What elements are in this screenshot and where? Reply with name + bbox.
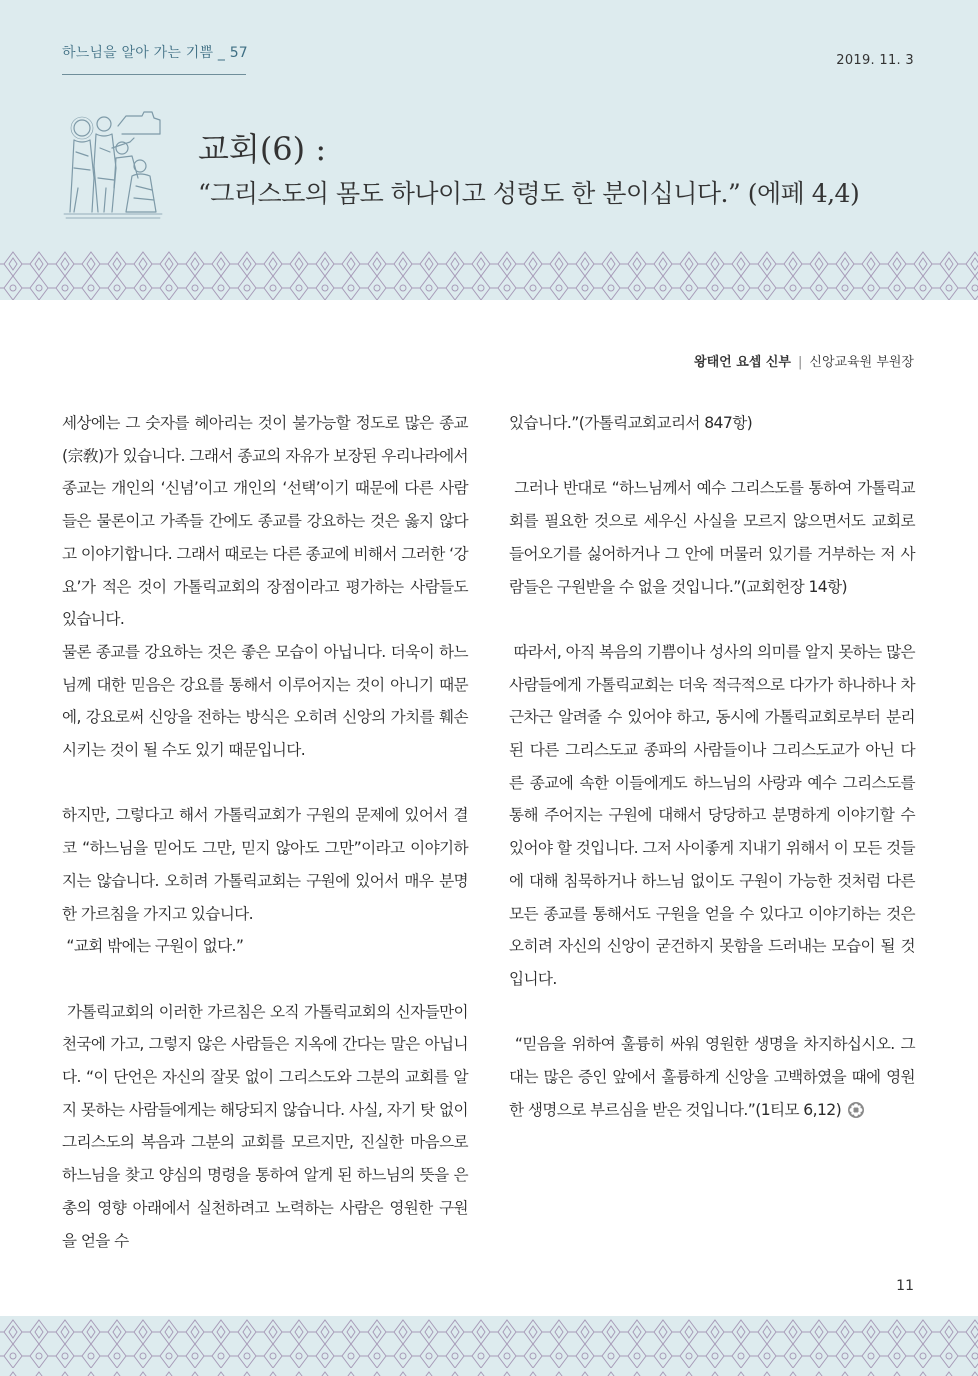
article-title: 교회(6) : — [198, 130, 327, 168]
author-name: 왕태언 요셉 신부 — [694, 355, 791, 370]
body-column-left — [62, 407, 473, 1257]
closing-text: “믿음을 위하여 훌륭히 싸워 영원한 생명을 차지하십시오. 그대는 많은 증인 앞에서 훌륭하게 신앙을 고백하였을 때에 영원한 생명으로 부르심을 받은 것입니다.”(1티모 6,12) — [509, 1035, 916, 1119]
author-role: 신앙교육원 부원장 — [809, 355, 914, 370]
quote-line: “교회 밖에는 구원이 없다.” — [62, 937, 244, 956]
byline — [694, 351, 914, 370]
paragraph: 세상에는 그 숫자를 헤아리는 것이 불가능할 정도로 많은 종교(宗敎)가 있습니다. 그래서 종교의 자유가 보장된 우리나라에서 종교는 개인의 ‘신념’이고 개인의 ‘선택’이기 때문에 다른 사람들은 물론이고 가족들 간에도 종교를 강요하는 것은 옳지 않다고 이야기합니다. 그래서 때로는 다른 종교에 비해서 그러한 ‘강요’가 적은 것이 가톨릭교회의 장점이라고 평가하는 사람들도 있습니다. — [62, 414, 468, 629]
page-number: 11 — [896, 1278, 914, 1294]
issue-date: 2019. 11. 3 — [836, 53, 914, 68]
fresco-saints-illustration — [60, 108, 166, 224]
decorative-border-top — [0, 248, 978, 300]
series-underline — [62, 74, 246, 75]
paragraph: 따라서, 아직 복음의 기쁨이나 성사의 의미를 알지 못하는 많은 사람들에게 가톨릭교회는 더욱 적극적으로 다가가 하나하나 차근차근 알려줄 수 있어야 하고, 동시에 가톨릭교회로부터 분리된 다른 그리스도교 종파의 사람들이나 그리스도교가 아닌 다른 종교에 속한 이들에게도 하느님의 사랑과 예수 그리스도를 통해 주어지는 구원에 대해서 당당하고 분명하게 이야기할 수 있어야 할 것입니다. 그저 사이좋게 지내기 위해서 이 모든 것들에 대해 침묵하거나 하느님 없이도 구원이 가능한 것처럼 다른 모든 종교를 통해서도 구원을 얻을 수 있다고 이야기하는 것은 오히려 자신의 신앙이 굳건하지 못함을 드러내는 모습이 될 것입니다. — [509, 642, 920, 988]
paragraph: 가톨릭교회의 이러한 가르침은 오직 가톨릭교회의 신자들만이 천국에 가고, 그렇지 않은 사람들은 지옥에 간다는 말은 아닙니다. “이 단언은 자신의 잘못 없이 그리스도와 그분의 교회를 알지 못하는 사람들에게는 해당되지 않습니다. 사실, 자기 탓 없이 그리스도의 복음과 그분의 교회를 모르지만, 진실한 마음으로 하느님을 찾고 양심의 명령을 통하여 알게 된 하느님의 뜻을 은총의 영향 아래에서 실천하려고 노력하는 사람은 영원한 구원을 얻을 수 — [62, 1002, 473, 1250]
paragraph: 물론 종교를 강요하는 것은 좋은 모습이 아닙니다. 더욱이 하느님께 대한 믿음은 강요를 통해서 이루어지는 것이 아니기 때문에, 강요로써 신앙을 전하는 방식은 오히려 신앙의 가치를 훼손시키는 것이 될 수도 있기 때문입니다. — [62, 642, 468, 760]
body-column-right — [509, 407, 920, 1126]
paragraph: 있습니다.”(가톨릭교회교리서 847항) — [509, 414, 753, 432]
closing-paragraph — [509, 1028, 915, 1126]
paragraph: 하지만, 그렇다고 해서 가톨릭교회가 구원의 문제에 있어서 결코 “하느님을 믿어도 그만, 믿지 않아도 그만”이라고 이야기하지는 않습니다. 오히려 가톨릭교회는 구원에 있어서 매우 분명한 가르침을 가지고 있습니다. — [62, 806, 468, 923]
paragraph: 그러나 반대로 “하느님께서 예수 그리스도를 통하여 가톨릭교회를 필요한 것으로 세우신 사실을 모르지 않으면서도 교회로 들어오기를 싫어하거나 그 안에 머물러 있기를 거부하는 저 사람들은 구원받을 수 없을 것입니다.”(교회헌장 14항) — [509, 479, 920, 596]
series-title: 하느님을 알아 가는 기쁨 _ 57 — [62, 45, 248, 61]
byline-separator: | — [798, 355, 803, 370]
article-subtitle: “그리스도의 몸도 하나이고 성령도 한 분이십니다.” (에페 4,4) — [198, 179, 860, 208]
decorative-border-bottom — [0, 1316, 978, 1376]
end-mark-flower-icon — [847, 1101, 865, 1119]
